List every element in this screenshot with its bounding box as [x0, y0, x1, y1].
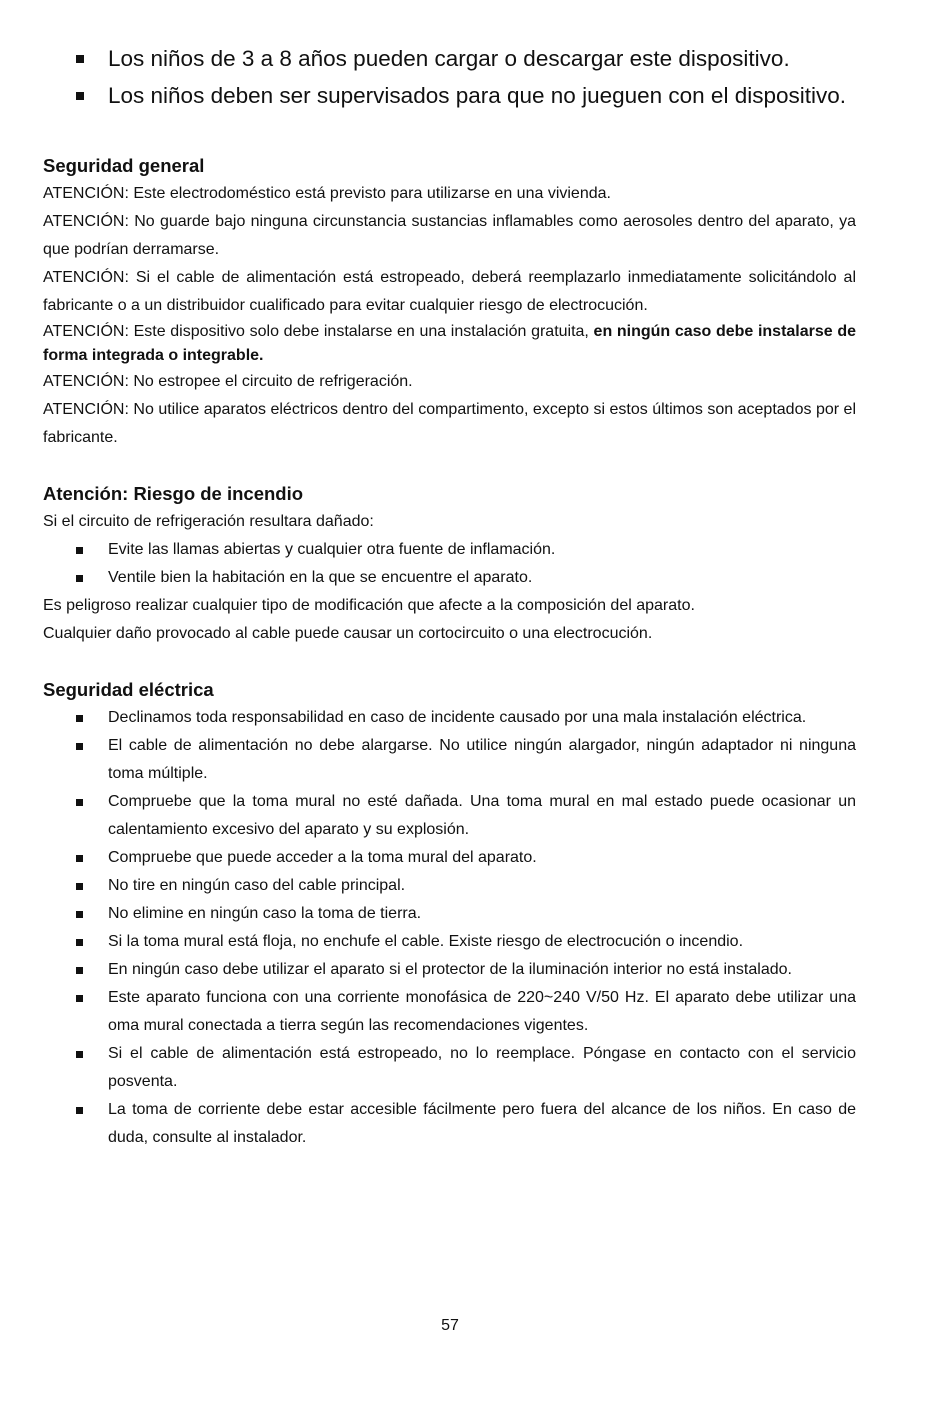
- list-item: [43, 732, 856, 788]
- list-item: [43, 956, 856, 984]
- square-bullet-icon: [76, 715, 83, 722]
- fire-risk-list: [43, 536, 856, 592]
- list-item-text: Compruebe que puede acceder a la toma mural del aparato.: [108, 849, 537, 866]
- electrical-safety-list: [43, 704, 856, 1152]
- square-bullet-icon: [76, 55, 84, 63]
- list-item: [43, 984, 856, 1040]
- document-page: [43, 40, 856, 1152]
- list-item-text: La toma de corriente debe estar accesible fácilmente pero fuera del alcance de los niños. En caso de duda, consulte al instalador.: [108, 1101, 856, 1146]
- paragraph: ATENCIÓN: No guarde bajo ninguna circunstancia sustancias inflamables como aerosoles dentro del aparato, ya que podrían derramarse.: [43, 213, 856, 258]
- list-item: [43, 1040, 856, 1096]
- paragraph: ATENCIÓN: No estropee el circuito de refrigeración.: [43, 373, 413, 390]
- list-item-text: Evite las llamas abiertas y cualquier otra fuente de inflamación.: [108, 541, 556, 558]
- paragraph: Si el circuito de refrigeración resultara dañado:: [43, 513, 374, 530]
- paragraph: ATENCIÓN: Este electrodoméstico está previsto para utilizarse en una vivienda.: [43, 185, 611, 202]
- general-safety-section: [43, 152, 856, 452]
- list-item-text: Los niños deben ser supervisados para que no jueguen con el dispositivo.: [108, 83, 846, 108]
- list-item-text: No tire en ningún caso del cable principal.: [108, 877, 406, 894]
- list-item: [43, 844, 856, 872]
- square-bullet-icon: [76, 939, 83, 946]
- list-item-text: Si el cable de alimentación está estropeado, no lo reemplace. Póngase en contacto con el servicio posventa.: [108, 1045, 856, 1090]
- child-safety-list: [43, 40, 856, 114]
- paragraph: Cualquier daño provocado al cable puede causar un cortocircuito o una electrocución.: [43, 625, 653, 642]
- section-heading: Seguridad general: [43, 155, 205, 176]
- section-heading: Seguridad eléctrica: [43, 679, 214, 700]
- list-item-text: Compruebe que la toma mural no esté dañada. Una toma mural en mal estado puede ocasionar un calentamiento excesivo del aparato y su explosión.: [108, 793, 856, 838]
- list-item: [43, 872, 856, 900]
- list-item-text: Declinamos toda responsabilidad en caso de incidente causado por una mala instalación eléctrica.: [108, 709, 807, 726]
- square-bullet-icon: [76, 883, 83, 890]
- paragraph: [43, 320, 856, 368]
- list-item-text: El cable de alimentación no debe alargarse. No utilice ningún alargador, ningún adaptador ni ninguna toma múltiple.: [108, 737, 856, 782]
- paragraph-text: ATENCIÓN: Este dispositivo solo debe instalarse en una instalación gratuita,: [43, 323, 594, 340]
- list-item: [43, 928, 856, 956]
- paragraph: ATENCIÓN: No utilice aparatos eléctricos dentro del compartimento, excepto si estos últimos son aceptados por el fabricante.: [43, 401, 856, 446]
- list-item-text: En ningún caso debe utilizar el aparato si el protector de la iluminación interior no está instalado.: [108, 961, 792, 978]
- electrical-safety-section: [43, 676, 856, 1152]
- list-item: [43, 704, 856, 732]
- list-item-text: No elimine en ningún caso la toma de tierra.: [108, 905, 422, 922]
- square-bullet-icon: [76, 1051, 83, 1058]
- list-item: [43, 900, 856, 928]
- list-item: [43, 788, 856, 844]
- list-item: [43, 40, 856, 77]
- list-item-text: Ventile bien la habitación en la que se encuentre el aparato.: [108, 569, 533, 586]
- paragraph-bold-text: en ningún caso debe instalarse de forma integrada o integrable.: [43, 323, 857, 364]
- fire-risk-section: [43, 480, 856, 648]
- square-bullet-icon: [76, 799, 83, 806]
- square-bullet-icon: [76, 911, 83, 918]
- list-item: [43, 77, 856, 114]
- square-bullet-icon: [76, 1107, 83, 1114]
- page-number: 57: [441, 1317, 459, 1334]
- square-bullet-icon: [76, 92, 84, 100]
- square-bullet-icon: [76, 995, 83, 1002]
- square-bullet-icon: [76, 743, 83, 750]
- square-bullet-icon: [76, 855, 83, 862]
- list-item: [43, 536, 856, 564]
- square-bullet-icon: [76, 967, 83, 974]
- list-item: [43, 564, 856, 592]
- section-heading: Atención: Riesgo de incendio: [43, 483, 304, 504]
- list-item-text: Este aparato funciona con una corriente monofásica de 220~240 V/50 Hz. El aparato debe utilizar una oma mural conectada a tierra según las recomendaciones vigentes.: [108, 989, 856, 1034]
- paragraph: ATENCIÓN: Si el cable de alimentación está estropeado, deberá reemplazarlo inmediatamente solicitándolo al fabricante o a un distribuidor cualificado para evitar cualquier riesgo de electrocución.: [43, 269, 856, 314]
- square-bullet-icon: [76, 575, 83, 582]
- square-bullet-icon: [76, 547, 83, 554]
- paragraph: Es peligroso realizar cualquier tipo de modificación que afecte a la composición del aparato.: [43, 597, 695, 614]
- list-item: [43, 1096, 856, 1152]
- list-item-text: Si la toma mural está floja, no enchufe el cable. Existe riesgo de electrocución o incendio.: [108, 933, 744, 950]
- list-item-text: Los niños de 3 a 8 años pueden cargar o descargar este dispositivo.: [108, 46, 790, 71]
